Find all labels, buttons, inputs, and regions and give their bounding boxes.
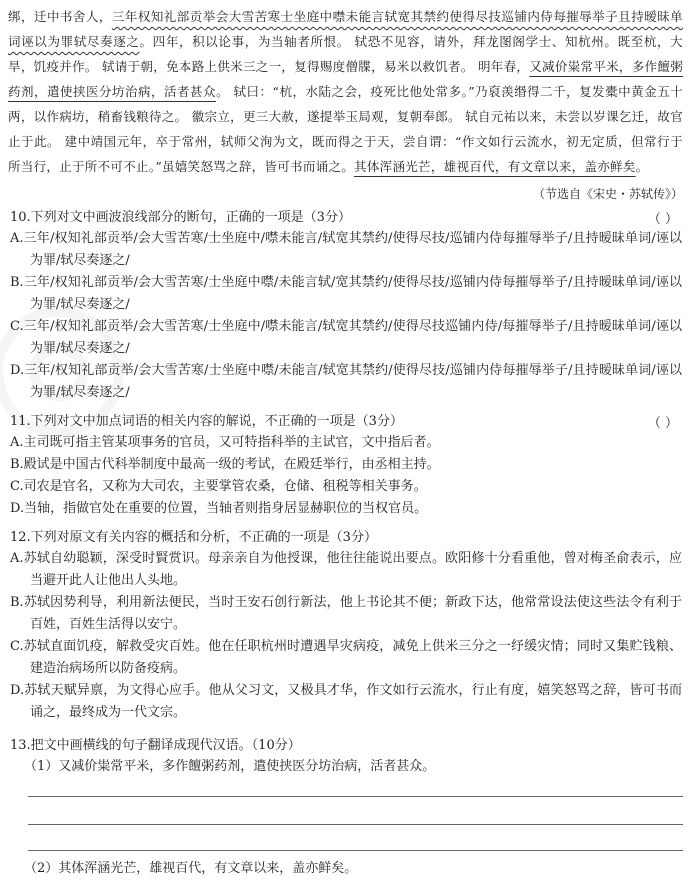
passage-text: 绑，迁中书舍人， xyxy=(8,9,112,24)
underlined-sentence-1: 又减价粜常平米，多作饘粥药剂，遣使挟医分坊治病，活者甚众 xyxy=(8,59,683,99)
option-b[interactable]: B.苏轼因势利导，利用新法便民，当时王安石创行新法，他上书论其不便；新政下达，他常常设法使这些法令有利于百姓，百姓生活得以安宁。 xyxy=(10,595,682,632)
answer-line[interactable] xyxy=(28,796,683,797)
option-a[interactable]: A.主司既可指主管某项事务的官员，又可特指科举的主试官，文中指后者。 xyxy=(10,435,440,450)
passage-source: （节选自《宋史・苏轼传》） xyxy=(532,187,683,201)
option-c[interactable]: C.三年/权知礼部贡举/会大雪苦寒/士坐庭中/噤未能言/轼宽其禁约/使得尽技巡铺内侍/每摧辱举子/且持暧昧单词/诬以为罪/轼尽奏逐之/ xyxy=(10,319,682,356)
option-d[interactable]: D.当轴，指做官处在重要的位置，当轴者则指身居显赫职位的当权官员。 xyxy=(10,501,428,516)
wavy-underlined-sentence-end: 暧昧单词诬以为罪轼尽奏逐之 xyxy=(8,9,683,49)
option-a[interactable]: A.苏轼自幼聪颖，深受时賢赏识。母亲亲自为他授课，他往往能说出要点。欧阳修十分看重他，曾对梅圣俞表示，应当避开此人让他出人头地。 xyxy=(10,551,682,588)
answer-bracket[interactable]: （ ） xyxy=(647,416,678,431)
option-b[interactable]: B.三年/权知礼部贡举/会大雪苦寒/士坐庭中噤/未能言轼/宽其禁约/使得尽技/巡铺内侍每摧辱举子/且持暧昧单词/诬以为罪/轼尽奏逐之/ xyxy=(10,275,682,312)
sub-question-2: （2）其体浑涵光芒，雄视百代，有文章以来，盖亦鲜矣。 xyxy=(24,861,358,876)
question-stem: 12.下列对原文有关内容的概括和分析，不正确的一项是（3分） xyxy=(10,530,377,545)
sub-question-1: （1）又减价粜常平米，多作饘粥药剂，遣使挟医分坊治病，活者甚众。 xyxy=(24,759,436,774)
option-d[interactable]: D.三年/权知礼部贡举/会大雪苦寒/士坐庭中噤/未能言/轼宽其禁约/使得尽技/巡铺内侍每摧辱举子/且持暧昧单词/诬以为罪/轼尽奏逐之/ xyxy=(10,363,682,400)
question-stem: 11.下列对文中加点词语的相关内容的解说，不正确的一项是（3分） xyxy=(10,414,403,429)
passage-text: 。 xyxy=(635,159,649,174)
passage-text: 。 轼曰：“杭，水陆之会，疫死比他处常多。”乃裒羡缗得二千，复发橐中黄金五十两，以作病坊，稍畜钱粮待之。 徽宗立，更三大赦，遂提举玉局观，复朝奉郎。 轼自元祐以来，未尝以岁课乞迁，故官止于此。 建中靖国元年，卒于常州，轼师父洵为文，既而得之于天，尝自谓：“作文如行云流水，初无定质，但常行于所当行，止于所不可不止。”虽嬉笑怒骂之辞，皆可书而诵之。 xyxy=(8,84,683,174)
answer-line[interactable] xyxy=(28,824,683,825)
question-stem: 10.下列对文中画波浪线部分的断句，正确的一项是（3分） xyxy=(10,210,351,225)
question-stem: 13.把文中画横线的句子翻译成现代汉语。（10分） xyxy=(10,738,301,753)
reading-passage xyxy=(8,4,683,179)
question-12 xyxy=(10,528,682,724)
option-a[interactable]: A.三年/权知礼部贡举/会大雪苦寒/士坐庭中/噤未能言/轼宽其禁约/使得尽技/巡铺内侍每摧辱举子/且持暧昧单词/诬以为罪/轼尽奏逐之/ xyxy=(10,231,682,268)
passage-text: 。四年，积以论事，为当轴者所恨。 轼恐不见容，请外，拜龙图阁学士、知杭州。既至杭，大旱，饥疫并作。 轼请于朝，免本路上供米三之一，复得赐度僧牒，易米以救饥者。 明年春， xyxy=(8,34,683,74)
option-b[interactable]: B.殿试是中国古代科举制度中最高一级的考试，在殿廷举行，由丞相主持。 xyxy=(10,457,440,472)
answer-bracket[interactable]: （ ） xyxy=(647,212,678,227)
underlined-sentence-2: 其体浑涵光芒，雄视百代，有文章以来，盖亦鲜矣 xyxy=(354,159,636,174)
option-c[interactable]: C.司农是官名，又称为大司农，主要掌管农桑，仓储、租税等相关事务。 xyxy=(10,479,427,494)
question-13 xyxy=(10,736,682,778)
option-c[interactable]: C.苏轼直面饥疫，解救受灾百姓。他在任职杭州时遭遇旱灾病疫，减免上供米三分之一纾缓灾情；同时又集贮钱粮、建造治病场所以防备疫病。 xyxy=(10,639,682,676)
question-10 xyxy=(10,208,682,404)
question-13-part-2 xyxy=(10,858,682,880)
option-d[interactable]: D.苏轼天赋异禀，为文得心应手。他从父习文，又极具才华，作文如行云流水，行止有度，嬉笑怒骂之辞，皆可书而诵之，最终成为一代文宗。 xyxy=(10,683,682,720)
question-11 xyxy=(10,412,682,520)
wavy-underlined-sentence: 三年权知礼部贡举会大雪苦寒士坐庭中噤未能言轼宽其禁约使得尽技巡铺内侍每摧辱举子且持 xyxy=(111,9,645,24)
answer-line[interactable] xyxy=(28,850,683,851)
